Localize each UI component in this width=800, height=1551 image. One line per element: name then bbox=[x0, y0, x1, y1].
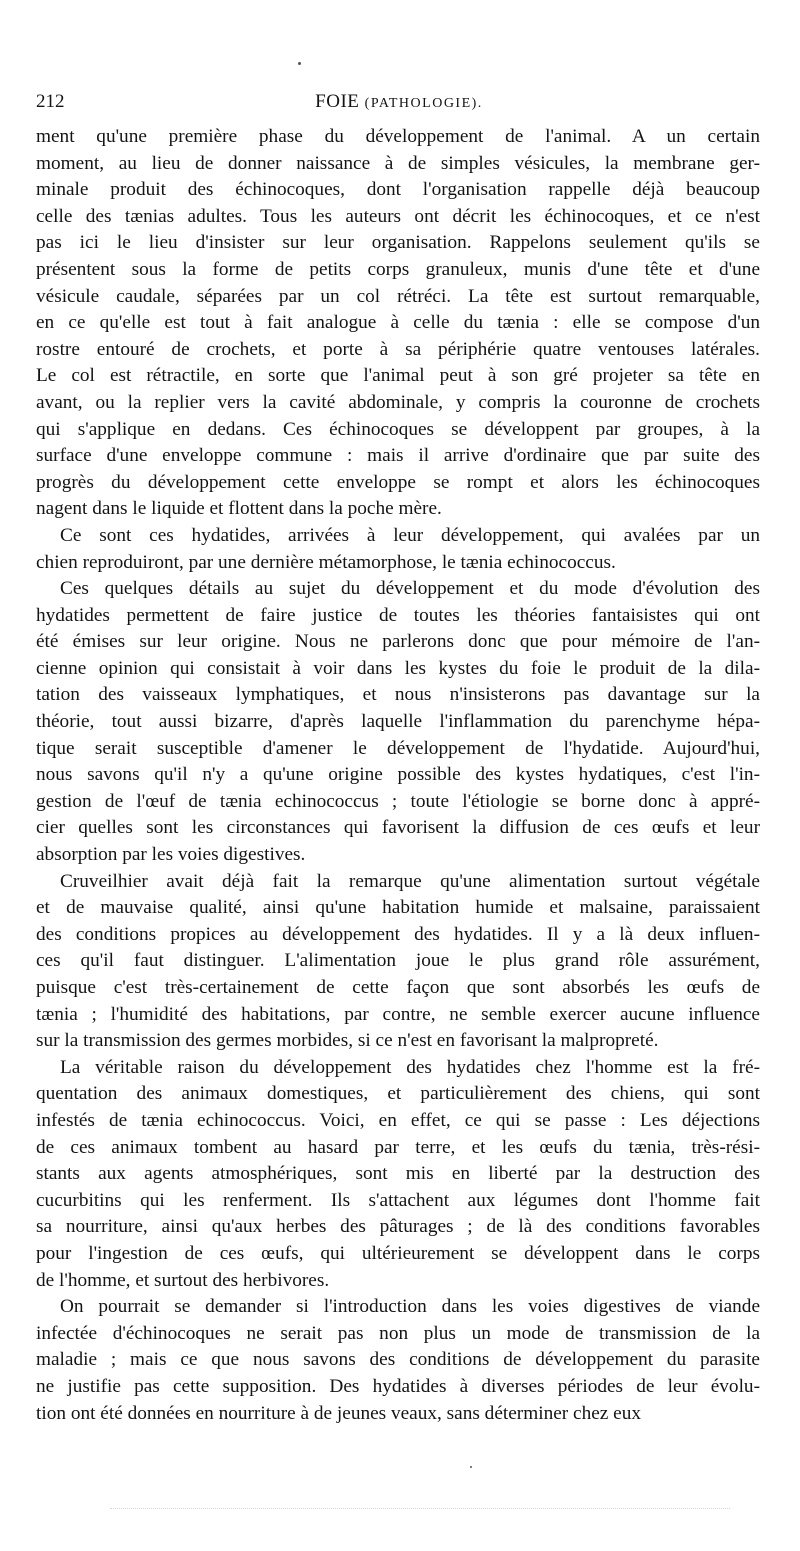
text-line: tion ont été données en nourriture à de jeunes veaux, sans déterminer chez eux bbox=[36, 1402, 641, 1424]
text-line: pour l'ingestion de ces œufs, qui ultérieurement se développent dans le corps bbox=[36, 1242, 760, 1264]
text-line: cucurbitins qui les renferment. Ils s'attachent aux légumes dont l'homme fait bbox=[36, 1189, 760, 1211]
text-line: Le col est rétractile, en sorte que l'animal peut à son gré projeter sa tête en bbox=[36, 365, 760, 387]
body-text bbox=[36, 124, 760, 1427]
text-line: sa nourriture, ainsi qu'aux herbes des pâturages ; de là des conditions favorables bbox=[36, 1216, 760, 1238]
text-line: de ces animaux tombent au hasard par terre, et les œufs du tænia, très-rési- bbox=[36, 1136, 760, 1158]
text-line: infectée d'échinocoques ne serait pas non plus un mode de transmission de la bbox=[36, 1322, 760, 1344]
text-line: vésicule caudale, séparées par un col rétréci. La tête est surtout remarquable, bbox=[36, 285, 760, 307]
text-line: celle des tænias adultes. Tous les auteurs ont décrit les échinocoques, et ce n'est bbox=[36, 205, 760, 227]
text-line: gestion de l'œuf de tænia echinococcus ; toute l'étiologie se borne donc à appré- bbox=[36, 790, 760, 812]
text-line: La véritable raison du développement des hydatides chez l'homme est la fré- bbox=[60, 1056, 760, 1078]
running-header bbox=[36, 88, 762, 116]
text-line: hydatides permettent de faire justice de toutes les théories fantaisistes qui ont bbox=[36, 604, 760, 626]
paragraph bbox=[36, 576, 760, 869]
text-line: avant, ou la replier vers la cavité abdominale, y compris la couronne de crochets bbox=[36, 391, 760, 413]
text-line: infestés de tænia echinococcus. Voici, en effet, ce qui se passe : Les déjections bbox=[36, 1109, 760, 1131]
text-line: en ce qu'elle est tout à fait analogue à celle du tænia : elle se compose d'un bbox=[36, 312, 760, 334]
text-line: ment qu'une première phase du développement de l'animal. A un certain bbox=[36, 126, 760, 147]
scan-speck bbox=[298, 62, 301, 65]
text-line: des conditions propices au développement des hydatides. Il y a là deux influen- bbox=[36, 923, 760, 945]
text-line: présentent sous la forme de petits corps granuleux, munis d'une tête et d'une bbox=[36, 258, 760, 280]
header-subtitle: (PATHOLOGIE). bbox=[364, 96, 483, 111]
text-line: Ce sont ces hydatides, arrivées à leur développement, qui avalées par un bbox=[60, 524, 760, 546]
text-line: surface d'une enveloppe commune : mais il arrive d'ordinaire que par suite des bbox=[36, 445, 760, 467]
text-line: été émises sur leur origine. Nous ne parlerons donc que pour mémoire de l'an- bbox=[36, 631, 760, 653]
scan-footer-noise bbox=[110, 1508, 730, 1511]
paragraph bbox=[36, 1294, 760, 1427]
text-line: maladie ; mais ce que nous savons des conditions de développement du parasite bbox=[36, 1349, 760, 1371]
text-line: tique serait susceptible d'amener le développement de l'hydatide. Aujourd'hui, bbox=[36, 737, 760, 759]
text-line: rostre entouré de crochets, et porte à sa périphérie quatre ventouses latérales. bbox=[36, 338, 760, 360]
text-line: stants aux agents atmosphériques, sont mis en liberté par la destruction des bbox=[36, 1163, 760, 1185]
paragraph bbox=[36, 1055, 760, 1294]
paragraph bbox=[36, 869, 760, 1055]
text-line: progrès du développement cette enveloppe se rompt et alors les échinocoques bbox=[36, 471, 760, 493]
text-line: quentation des animaux domestiques, et particulièrement des chiens, qui sont bbox=[36, 1083, 760, 1105]
text-line: sur la transmission des germes morbides, si ce n'est en favorisant la malpropreté. bbox=[36, 1030, 659, 1052]
text-line: qui s'applique en dedans. Ces échinocoques se développent par groupes, à la bbox=[36, 418, 760, 440]
text-line: ne justifie pas cette supposition. Des hydatides à diverses périodes de leur évolu- bbox=[36, 1375, 760, 1397]
text-line: Ces quelques détails au sujet du développement et du mode d'évolution des bbox=[60, 578, 760, 600]
paragraph bbox=[36, 523, 760, 576]
text-line: minale produit des échinocoques, dont l'organisation rappelle déjà beaucoup bbox=[36, 179, 760, 201]
text-line: de l'homme, et surtout des herbivores. bbox=[36, 1269, 330, 1291]
text-line: tænia ; l'humidité des habitations, par contre, ne semble exercer aucune influence bbox=[36, 1003, 760, 1025]
text-line: pas ici le lieu d'insister sur leur organisation. Rappelons seulement qu'ils se bbox=[36, 232, 760, 254]
text-line: absorption par les voies digestives. bbox=[36, 844, 306, 866]
text-line: Cruveilhier avait déjà fait la remarque qu'une alimentation surtout végétale bbox=[60, 870, 760, 892]
text-line: nous savons qu'il n'y a qu'une origine possible des kystes hydatiques, c'est l'in- bbox=[36, 764, 760, 786]
text-line: puisque c'est très-certainement de cette façon que sont absorbés les œufs de bbox=[36, 977, 760, 998]
text-line: théorie, tout aussi bizarre, d'après laquelle l'inflammation du parenchyme hépa- bbox=[36, 711, 760, 733]
text-line: nagent dans le liquide et flottent dans la poche mère. bbox=[36, 498, 442, 520]
header-title: FOIE bbox=[315, 91, 360, 112]
text-line: moment, au lieu de donner naissance à de simples vésicules, la membrane ger- bbox=[36, 152, 760, 174]
running-title bbox=[36, 88, 762, 118]
text-line: cienne opinion qui consistait à voir dans les kystes du foie le produit de la dila- bbox=[36, 657, 760, 679]
text-line: et de mauvaise qualité, ainsi qu'une habitation humide et malsaine, paraissaient bbox=[36, 897, 760, 919]
text-line: chien reproduiront, par une dernière métamorphose, le tænia echinococcus. bbox=[36, 551, 616, 573]
text-line: cier quelles sont les circonstances qui favorisent la diffusion de ces œufs et leur bbox=[36, 817, 760, 839]
scan-speck bbox=[470, 1466, 472, 1468]
text-line: ces qu'il faut distinguer. L'alimentation joue le plus grand rôle assurément, bbox=[36, 950, 760, 972]
paragraph bbox=[36, 124, 760, 523]
text-line: On pourrait se demander si l'introduction dans les voies digestives de viande bbox=[60, 1296, 760, 1318]
text-line: tation des vaisseaux lymphatiques, et nous n'insisterons pas davantage sur la bbox=[36, 684, 760, 706]
page-number: 212 bbox=[36, 91, 65, 112]
